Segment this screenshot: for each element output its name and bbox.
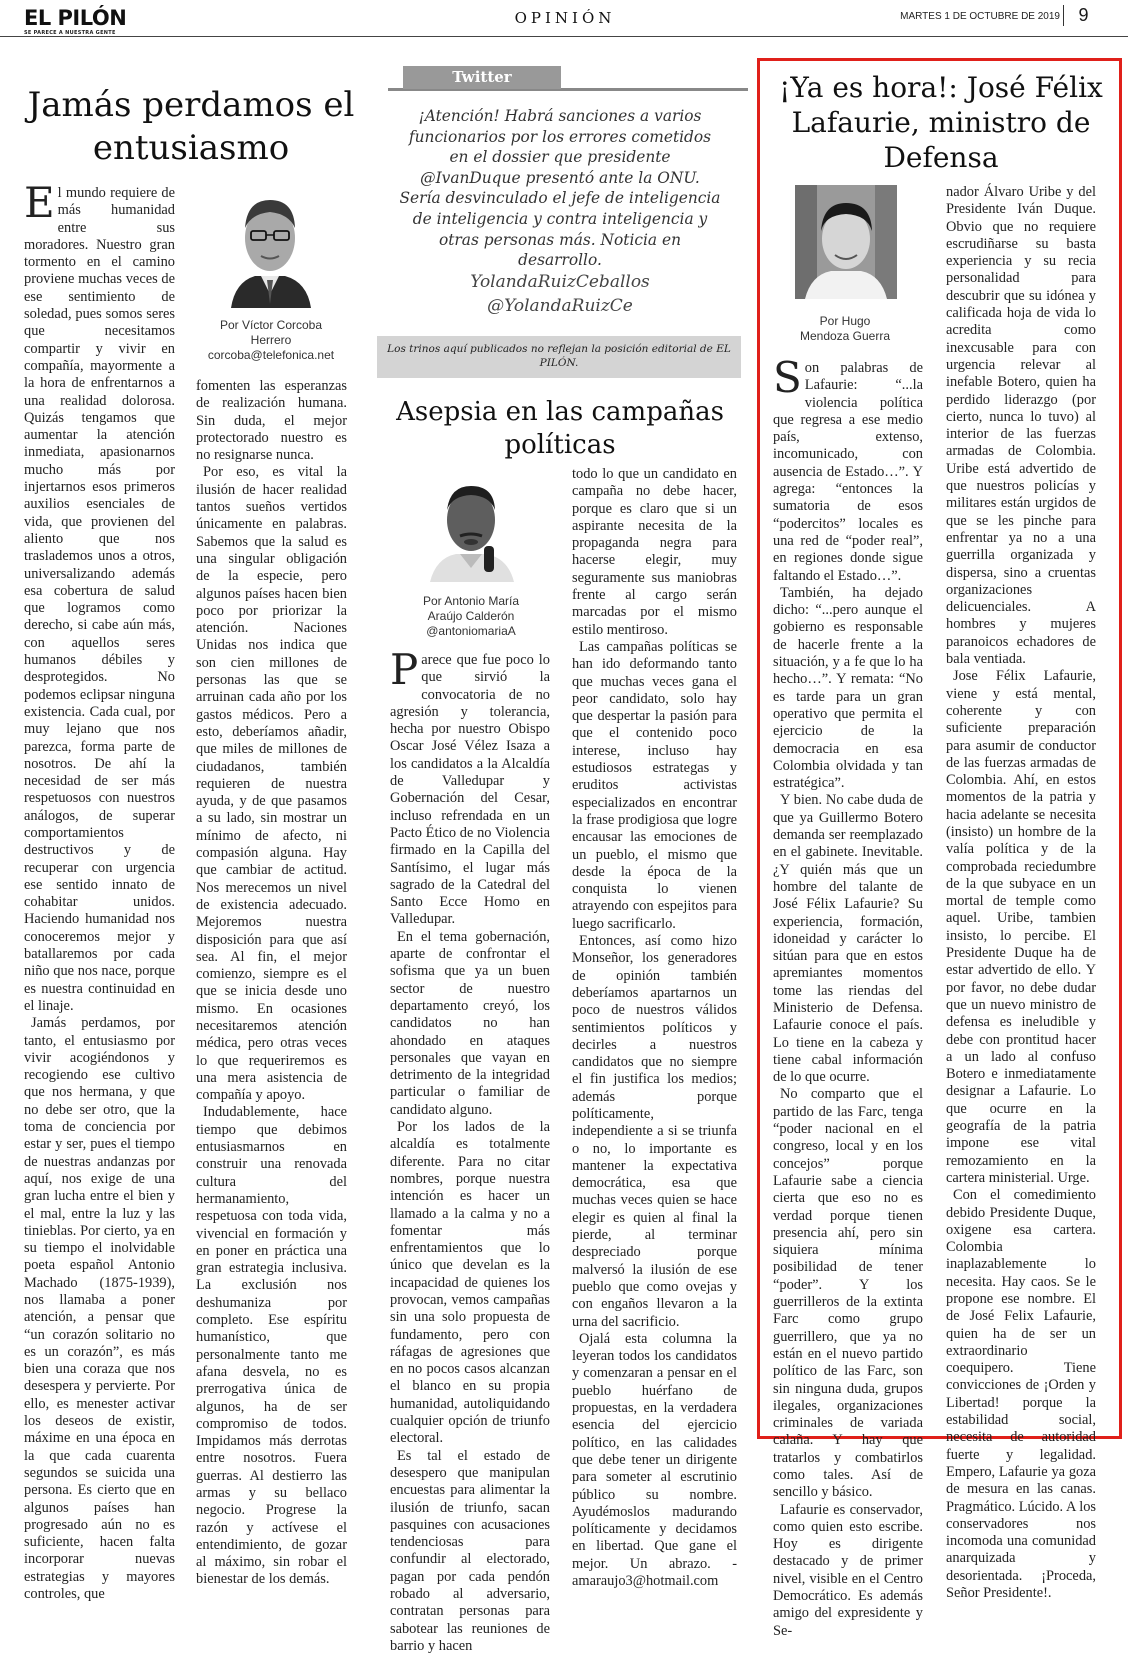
article3-paragraph: No comparto que el partido de las Farc, tenga “poder nacional en el congreso, local y en los concejos” porque Lafaurie sabe a ciencia cierta que eso no es verdad porque tienen presencia ahí, pero sin siquiera mínima posibilidad de tener “poder”. Y los guerrilleros de la extinta Farc como grupo guerrillero, que ya no están en el nuevo partido político de las Farc, son sin ninguna duda, grupos ilegales, organizaciones criminales de variada calaña. Y hay que tratarlos y combatirlos como tales. Así de sencillo y básico. xyxy=(773,1086,923,1501)
article3-paragraph: Son palabras de Lafaurie: “...la violencia política que regresa a ese medio país, extenso, incomunicado, con ausencia de Estado…”. Y agrega: “entonces la sumatoria de esos “podercitos” locales es una red de “poder real”, en regiones donde sigue faltando el Estado…”. xyxy=(773,353,923,584)
article1-headline: Jamás perdamos el entusiasmo xyxy=(27,85,355,168)
twitter-disclaimer: Los trinos aquí publicados no reflejan la posición editorial de EL PILÓN. xyxy=(377,336,741,378)
article1-paragraph: El mundo requiere de más humanidad entre sus moradores. Nuestro gran tormento en el camino proviene muchas veces de ese sentimiento de soledad, pues somos seres que necesitamos compartir y vivir en compañía, mayormente a la hora de enfrentarnos a una realidad dolorosa. Quizás tengamos que aumentar la atención inmediata, apasionarnos mucho más por injertarnos esos primeros auxilios esenciales de vida, que provienen del aliento que nos traslademos unos a otros, universalizando además esa cobertura de salud que logramos como derecho, si cabe aún más, con aquellos seres humanos débiles y desprotegidos. No podemos eclipsar ninguna existencia. Cada cual, por muy lejano que nos parezca, forma parte de nosotros. De ahí la necesidad de ser más respetuosos con nuestros análogos, de superar comportamientos destructivos y de recuperar con urgencia ese sentido innato de cohabitar unidos. Haciendo humanidad nos conoceremos mejor y batallaremos por cada niño que nos nace, porque es nuestra continuidad en el linaje. xyxy=(24,178,175,1014)
article1-paragraph: Por eso, es vital la ilusión de hacer realidad tantos sueños vertidos únicamente en palabras. Sabemos que la salud es una singular obligación de la especie, pero algunos países hacen bien poco por priorizar la atención. Naciones Unidas nos indica que son cien millones de personas las que se arruinan cada año por los gastos médicos. Pero a esto, deberíamos añadir, que miles de millones de ciudadanos, también requieren de nuestra ayuda, y de que pasamos a su lado, sin mostrar un mínimo de afecto, ni compasión alguna. Hay que cambiar de actitud. Nos merecemos un nivel de existencia adecuado. Mejoremos nuestra disposición para que así sea. Al fin, el mejor comienzo, siempre es el que se inicia desde uno mismo. En ocasiones necesitaremos atención médica, pero otras veces lo que requeriremos es una mera asistencia de compañía y apoyo. xyxy=(196,464,347,1104)
article2-column-2 xyxy=(572,466,737,1590)
section-title: OPINIÓN xyxy=(514,9,616,27)
article3-paragraph: Jose Félix Lafaurie, viene y está mental, coherente y con suficiente preparación para asumir de conductor de las fuerzas armadas de Colombia. Ahí, en estos momentos de la patria y hacia adelante se necesita (insisto) un hombre de la valía política y de la comprobada reciedumbre de la que subyace en un mortal de temple como aquel. Uribe, tambien insisto, lo percibe. El Presidente Duque ha de estar advertido de ello. Y por favor, no debe dudar que un nuevo ministro de defensa es ineludible y debe con prontitud hacer a un lado al confuso Botero e inmediatamente designar a Lafaurie. Lo que ocurre en la geografía de la patria impone ese vital remozamiento en la cartera ministerial. Urge. xyxy=(946,668,1096,1186)
article2-author-photo xyxy=(424,470,518,582)
article2-headline: Asepsia en las campañas políticas xyxy=(396,397,724,460)
drop-cap: P xyxy=(390,645,419,694)
article1-paragraph: Indudablemente, hace tiempo que debimos entusiasmarnos en construir una renovada cultura del hermanamiento, respetuosa con toda vida, vivencial en formación y en poner en práctica una gran estrategia inclusiva. La exclusión nos deshumaniza por completo. Ese espíritu humanístico, que personalmente tanto me afana desvela, no es prerrogativa única de algunos, ha de ser compromiso de todos. Impidamos más derrotas entre nosotros. Fuera guerras. Al destierro las armas y su bellaco negocio. Progrese la razón y actívese el entendimiento, de gozar al máximo, sin robar el bienestar de los demás. xyxy=(196,1104,347,1588)
article2-paragraph: En el tema gobernación, aparte de confrontar el sofisma que ya un buen sector de nuestro departamento creyó, los candidatos no han ahondado en ataques personales que vayan en detrimento de la integridad particular o familiar de candidato alguno. xyxy=(390,928,550,1118)
article2-column-1 xyxy=(390,645,550,1655)
twitter-label: Twitter xyxy=(403,66,561,89)
article3-paragraph: Con el comedimiento debido Presidente Duque, oxigene esa cartera. Colombia inaplazablemente lo necesita. Hay caos. Se le propone ese nombre. El de José Felix Lafaurie, quien ha de ser un extraordinario coequipero. Tiene convicciones de ¡Orden y Libertad! porque la estabilidad social, necesita de autoridad fuerte y legalidad. Empero, Lafaurie ya goza de mesura en las canas. Pragmático. Lúcido. A los conservadores nos incomoda una comunidad anarquizada y desorientada. ¡Proceda, Señor Presidente!. xyxy=(946,1187,1096,1602)
author-email: corcoba@telefonica.net xyxy=(207,348,335,362)
author-name: Por Hugo xyxy=(819,314,871,328)
article2-paragraph: Las campañas políticas se han ido deformando tanto que muchas veces gana el peor candidato, solo hay que despertar la pasión para que el contenido poco interese, incluso hay estudiosos estrategas y eruditos activistas especializados en encontrar la frase prodigiosa que logre encausar las emociones de un pueblo, el mismo que desde la época de la conquista lo vienen atrayendo con espejitos para luego sacrificarlo. xyxy=(572,638,737,932)
article3-author-photo xyxy=(795,185,897,299)
drop-cap: S xyxy=(773,353,802,402)
article3-paragraph: También, ha dejado dicho: “...pero aunque el gobierno es responsable de hacerle frente a la situación, y a fe que lo ha hecho…”. Y remata: “No es tarde para un gran operativo que permita el ejercicio de la democracia en esa Colombia olvidada y tan estratégica”. xyxy=(773,584,923,792)
page-number: 9 xyxy=(1063,5,1103,26)
header-divider xyxy=(0,36,1128,37)
drop-cap: E xyxy=(24,178,55,227)
article3-paragraph: nador Álvaro Uribe y del Presidente Iván Duque. Obvio que no requiere escrudiñarse su basta experiencia y su recia personalidad para descubrir que su idónea y calificada hoja de vida lo acredita como inexcusable para con urgencia relevar al inefable Botero, quien ha perdido liderazgo (por cierto, nunca lo tuvo) al interior de las fuerzas armadas de Colombia. Uribe está advertido de que nuestros policías y militares están urgidos de que se les pinche para enfrentar ya no a una guerrilla organizada y dispersa, sino a cruentas organizaciones delicuenciales. A hombres y mujeres paranoicos echadores de bala ventiada. xyxy=(946,184,1096,668)
author-name: Por Víctor Corcoba xyxy=(219,318,323,332)
article3-byline xyxy=(770,314,920,344)
tweet-author-name: YolandaRuizCeballos xyxy=(470,272,650,292)
article2-paragraph: Entonces, así como hizo Monseñor, los generadores de opinión también deberíamos apartarnos un poco de nuestros válidos sentimientos políticos y decirles a nuestros candidatos que no siempre el fin justifica los medios; además porque políticamente, independiente a si se triunfa o no, lo importante es mantener la expectativa democrática, esa que muchas veces quien se hace elegir es quien al final la pierde, al terminar despreciado porque malversó la ilusión de ese pueblo que como ovejas y con engaños llevaron a la urna del sacrificio. xyxy=(572,933,737,1330)
article2-paragraph: Parece que fue poco lo que sirvió la convocatoria de no agresión y tolerancia, hecha por nuestro Obispo Oscar José Vélez Isaza a los candidatos a la Alcaldía de Valledupar y Gobernación del Cesar, incluso refrendada en un Pacto Ético de no Violencia firmado en la Capilla del Santísimo, el lugar más sagrado de la Catedral del Santo Ecce Homo en Valledupar. xyxy=(390,645,550,928)
author-surname: Mendoza Guerra xyxy=(799,329,891,343)
author-handle: @antoniomariaA xyxy=(426,624,516,638)
article2-paragraph: Por los lados de la alcaldía es totalmente diferente. Para no citar nombres, porque nuestra intención es hacer un llamado a la calma y no a fomentar más enfrentamientos que lo único que develan es la incapacidad de quienes los provocan, vemos campañas sin una solo propuesta de fundamento, pero con ráfagas de agresiones que en no pocos casos alcanzan el blanco en su propia humanidad, autoliquidando cualquier opción de triunfo electoral. xyxy=(390,1119,550,1447)
tweet-author-handle: @YolandaRuizCe xyxy=(487,296,633,316)
author-surname: Araújo Calderón xyxy=(427,609,515,623)
article1-byline xyxy=(196,318,346,363)
article1-paragraph: Jamás perdamos, por tanto, el entusiasmo por vivir acogiéndonos y recogiendo ese cultivo que nos hermana, y que no debe ser otro, que la toma de conciencia por estar y ser, pues el tiempo de nuestras andanzas por aquí, nos exige de una gran lucha entre el bien y el mal, entre la luz y las tinieblas. Por cierto, ya en su tiempo el inolvidable poeta español Antonio Machado (1875-1939), nos llamaba a poner atención, a pensar que “un corazón solitario no es un corazón”, es más bien una coraza que nos desespera y pervierte. Por ello, es menester activar los deseos de existir, máxime en una época en la que cada cuarenta segundos se suicida una persona. Es cierto que en algunos países han progresado aún no es suficiente, hacen falta incorporar nuevas estrategias y mayores controles, que xyxy=(24,1015,175,1603)
article2-byline xyxy=(396,594,546,639)
masthead-tagline: SE PARECE A NUESTRA GENTE xyxy=(24,30,116,36)
article1-column-2 xyxy=(196,378,347,1589)
article1-column-1 xyxy=(24,178,175,1603)
article1-paragraph: fomenten las esperanzas de realización humana. Sin duda, el mejor protectorado nuestro es no resignarse nunca. xyxy=(196,378,347,464)
masthead-logo: EL PILÓN xyxy=(24,6,127,30)
article2-paragraph: Ojalá esta columna la leyeran todos los candidatos y comenzaran a pensar en el pueblo huérfano de propuestas, en la verdadera esencia del ejercicio político, en las calidades que debe tener un dirigente para someter al escrutinio público su nombre. Ayudémoslos madurando políticamente y decidamos en libertad. Que gane el mejor. Un abrazo. - amaraujo3@hotmail.com xyxy=(572,1330,737,1589)
article2-paragraph: todo lo que un candidato en campaña no debe hacer, porque es claro que si un aspirante necesita de la propaganda negra para hacerse elegir, muy seguramente sus maniobras frente al cargo serán marcadas por el mismo estilo mentiroso. xyxy=(572,466,737,638)
issue-date: MARTES 1 DE OCTUBRE DE 2019 xyxy=(900,11,1060,22)
article2-paragraph: Es tal el estado de desespero que manipulan encuestas para alimentar la ilusión de triunfo, sacan pasquines con acusaciones tendenciosas para confundir al electorado, pagan por cada pendón robado al adversario, contratan personas para sabotear las reuniones de barrio y hacen xyxy=(390,1447,550,1654)
tweet-author xyxy=(398,270,722,318)
article3-headline: ¡Ya es hora!: José Félix Lafaurie, ministro de Defensa xyxy=(779,71,1103,174)
author-surname: Herrero xyxy=(250,333,292,347)
article3-column-2 xyxy=(946,184,1096,1602)
article3-column-1 xyxy=(773,353,923,1640)
author-name: Por Antonio María xyxy=(422,594,520,608)
article3-paragraph: Y bien. No cabe duda de que ya Guillermo Botero demanda ser reemplazado en el gabinete. Inevitable. ¿Y quién más que un hombre del talante de José Félix Lafaurie? Su experiencia, formación, idoneidad y carácter lo sitúan para que en estos apremiantes momentos tome las riendas del Ministerio de Defensa. Lafaurie conoce el país. Lo tiene en la cabeza y tiene cabal información de lo que ocurre. xyxy=(773,792,923,1086)
article1-author-photo xyxy=(221,186,319,308)
tweet-text: ¡Atención! Habrá sanciones a varios funcionarios por los errores cometidos en el dossier que presidente @IvanDuque presentó ante la ONU. Sería desvinculado el jefe de inteligencia de inteligencia y contra inteligencia y otras personas más. Noticia en desarrollo. xyxy=(399,107,721,270)
article3-paragraph: Lafaurie es conservador, como quien esto escribe. Hoy es dirigente destacado y de primer nivel, visible en el Centro Democrático. Es además amigo del expresidente y Se- xyxy=(773,1501,923,1639)
